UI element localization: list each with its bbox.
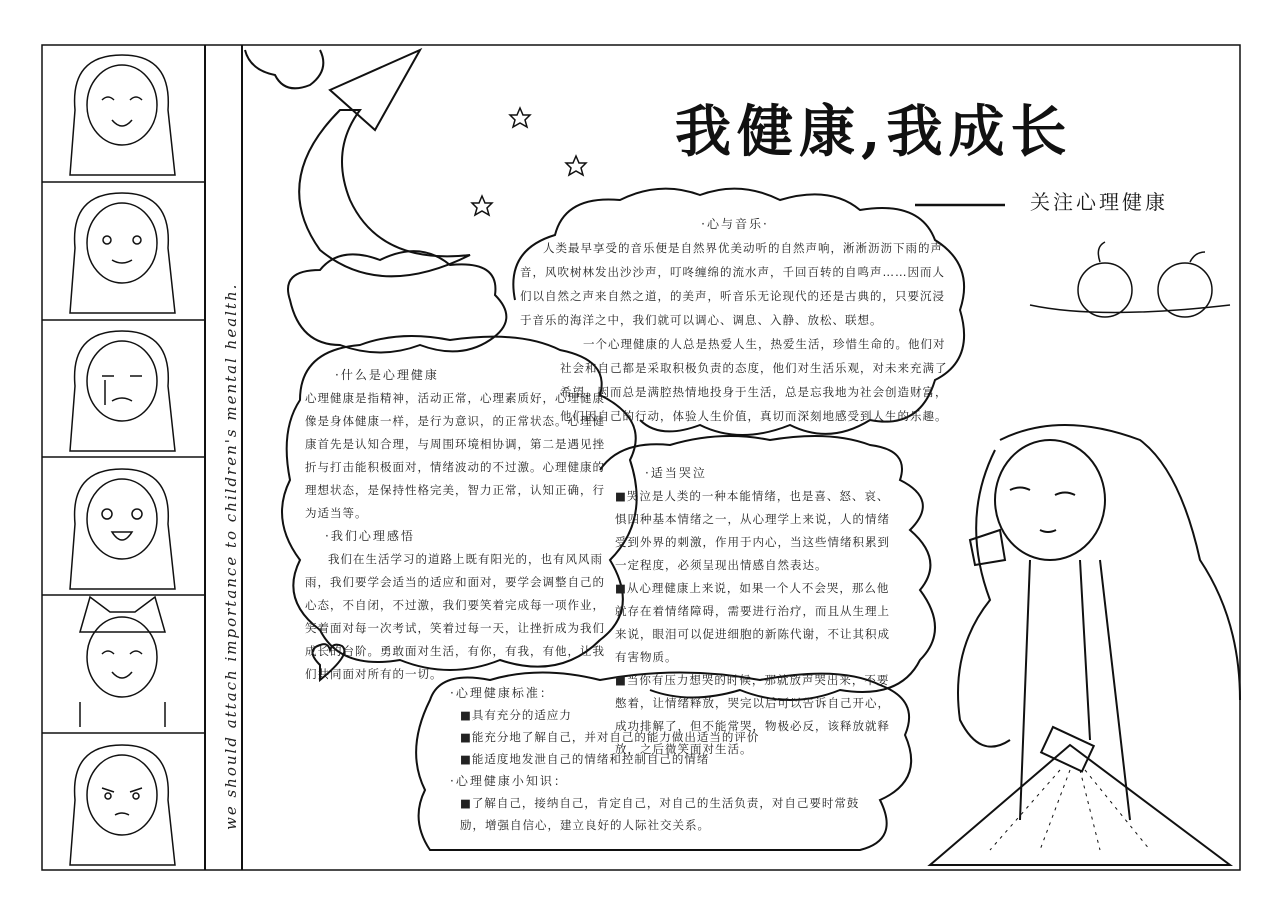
section-item: ■能适度地发泄自己的情绪和控制自己的情绪	[460, 752, 710, 766]
section-paragraph: 一个心理健康的人总是热爱人生，热爱生活，珍惜生命的。他们对社会和自己都是采取积极负责的态度，他们对生活乐观，对未来充满了希望，因而总是满腔热情地投身于生活，总是忘我地为社会创造财富，他们因自己的行动，体验人生价值，真切而深刻地感受到人生的乐趣。	[560, 337, 948, 423]
section-heading: ·心与音乐·	[701, 217, 769, 231]
section-heading: ·适当哭泣	[645, 466, 707, 480]
face-frames	[42, 182, 205, 733]
section-heading: ·心理健康小知识：	[450, 774, 568, 788]
section-item: ■哭泣是人类的一种本能情绪，也是喜、怒、哀、惧四种基本情绪之一，从心理学上来说，人的情绪受到外界的刺激，作用于内心，当这些情绪积累到一定程度，必须呈现出情感自然表达。	[615, 489, 890, 572]
page-subtitle: 关注心理健康	[1030, 190, 1168, 214]
section-heading: ·我们心理感悟	[325, 529, 415, 543]
section-item: ■能充分地了解自己，并对自己的能力做出适当的评价	[460, 730, 760, 744]
section-paragraph: 人类最早享受的音乐便是自然界优美动听的自然声响，淅淅沥沥下雨的声音，风吹树林发出沙沙声，叮咚缠绵的流水声，千回百转的自鸣声……因而人们以自然之声来自然之道，的美声，听音乐无论现代的还是古典的，只要沉浸于音乐的海洋之中，我们就可以调心、调息、入静、放松、联想。	[520, 241, 945, 327]
page-title: 我健康,我成长	[675, 99, 1073, 165]
moon-illustration	[245, 50, 506, 353]
girl-face-illustrations	[70, 55, 175, 865]
section-item: ■具有充分的适应力	[460, 708, 572, 722]
birds-illustration	[1030, 242, 1230, 317]
side-caption: we should attach importance to children's mental health.	[222, 282, 240, 830]
section-heading: ·心理健康标准：	[450, 686, 554, 700]
section-item: ■从心理健康上来说，如果一个人不会哭，那么他就存在着情绪障碍，需要进行治疗，而且从生理上来说，眼泪可以促进细胞的新陈代谢，不让其积成有害物质。	[615, 581, 890, 664]
stars	[472, 108, 586, 215]
section-paragraph: 我们在生活学习的道路上既有阳光的，也有风风雨雨，我们要学会适当的适应和面对，要学会调整自己的心态，不自闭，不过激，我们要笑着完成每一项作业，笑着面对每一次考试，笑着过每一天，让挫折成为我们成长的台阶。勇敢面对生活，有你，有我，有他，让我们共同面对所有的一切。	[305, 552, 605, 681]
section-paragraph: 心理健康是指精神，活动正常，心理素质好，心理健康像是身体健康一样，是行为意识，的正常状态。心理健康首先是认知合理，与周围环境相协调，第二是遇见挫折与打击能积极面对，情绪波动的不过激。心理健康的理想状态，是保持性格完美，智力正常，认知正确，行为适当等。	[305, 391, 605, 520]
section-heading: ·什么是心理健康	[335, 368, 439, 382]
section-item: ■当你有压力想哭的时候，那就放声哭出来，不要憋着，让情绪释放，哭完以后可以告诉自己开心，成功排解了，但不能常哭，物极必反，该释放就释放，之后微笑面对生活。	[615, 673, 890, 756]
section-item: ■了解自己，接纳自己，肯定自己，对自己的生活负责，对自己要时常鼓励，增强自信心，建立良好的人际社交关系。	[460, 796, 860, 832]
section-what-is-mental-health	[305, 364, 605, 686]
section-standards	[450, 682, 870, 836]
girl-with-phone-illustration	[930, 425, 1240, 865]
